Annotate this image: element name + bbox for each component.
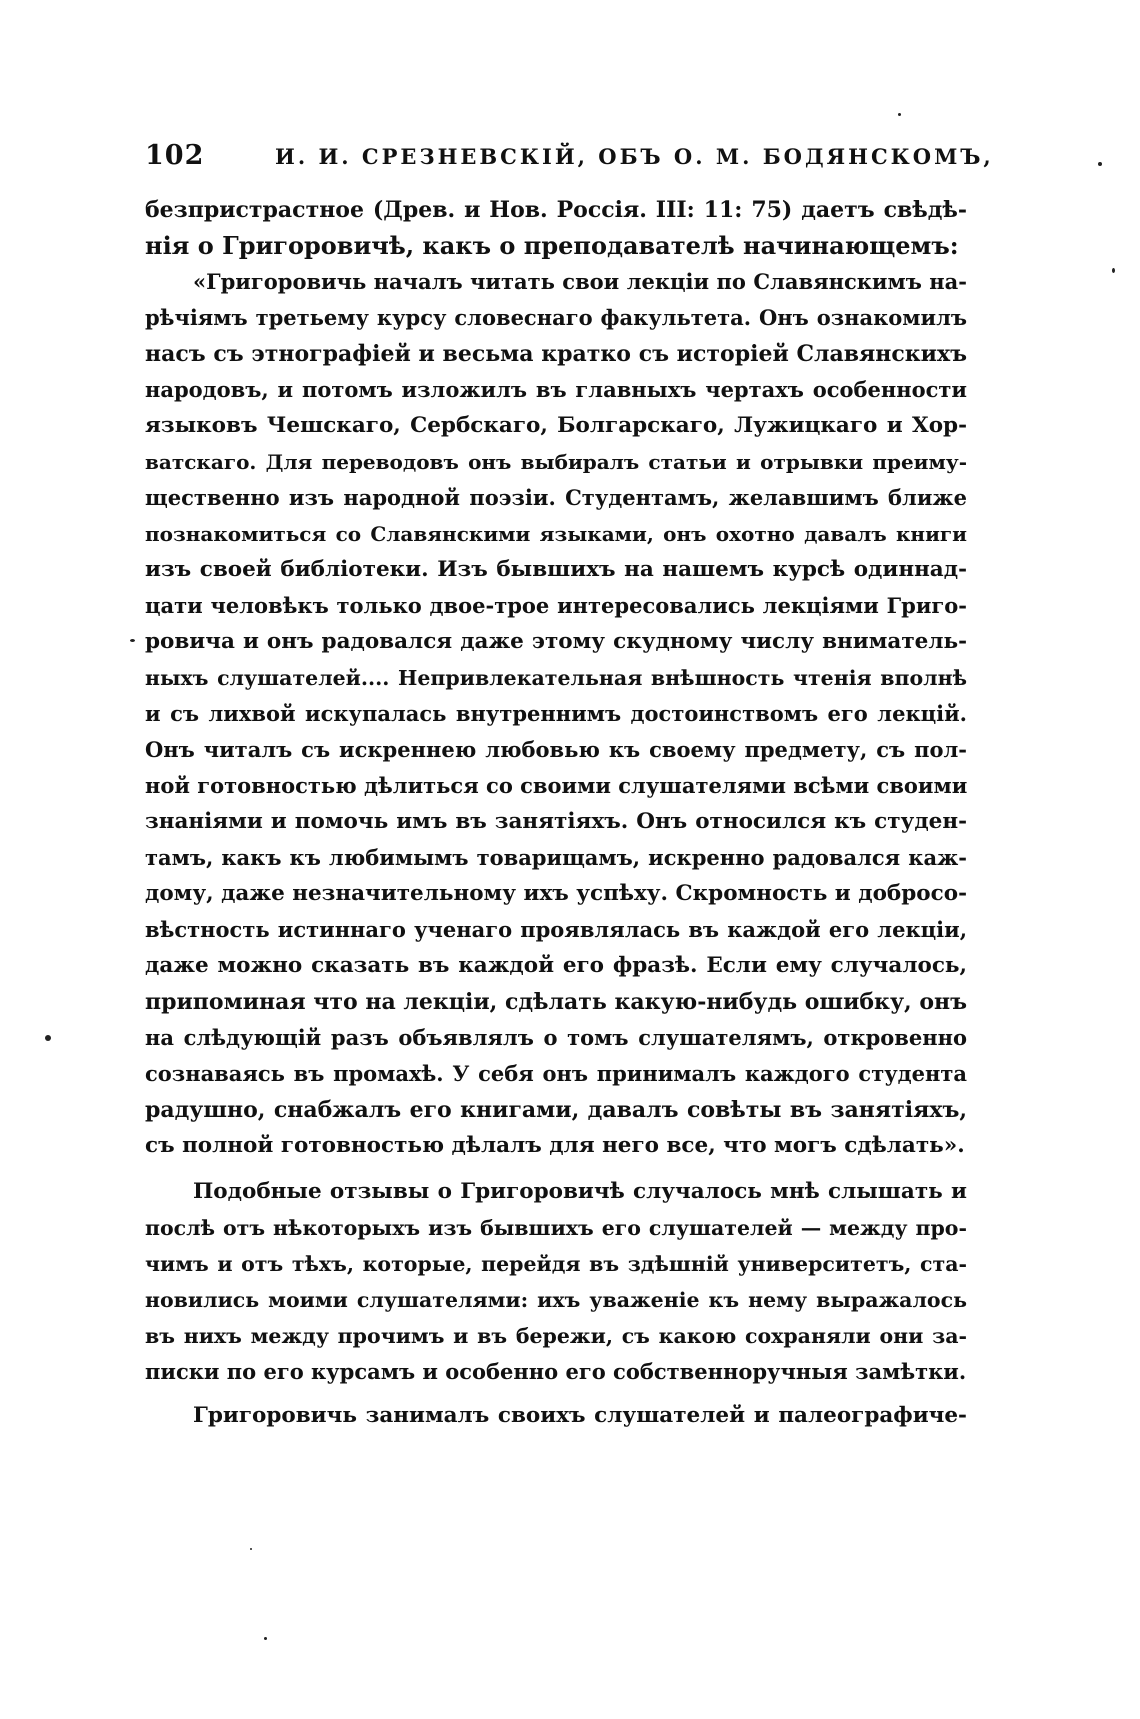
text-line: дому, даже незначительному ихъ успѣху. Скромность и добросо- <box>145 881 967 906</box>
text-line: ной готовностью дѣлиться со своими слушателями всѣми своими <box>145 773 968 798</box>
scan-speck <box>45 1035 51 1041</box>
text-line: ровича и онъ радовался даже этому скудному числу вниматель- <box>145 629 967 654</box>
text-line: знаніями и помочь имъ въ занятіяхъ. Онъ относился къ студен- <box>145 809 967 834</box>
text-line: нія о Григоровичѣ, какъ о преподавателѣ начинающемъ: <box>145 231 959 260</box>
scan-speck <box>1112 268 1115 273</box>
text-line: познакомиться со Славянскими языками, онъ охотно давалъ книги <box>145 522 967 546</box>
page-number: 102 <box>145 140 205 171</box>
text-line: Онъ читалъ съ искреннею любовью къ своему предмету, съ пол- <box>145 737 967 762</box>
scan-speck <box>1098 162 1102 166</box>
page-header <box>145 140 994 180</box>
scan-speck <box>264 1637 267 1640</box>
text-line: припоминая что на лекціи, сдѣлать какую-нибудь ошибку, онъ <box>145 989 968 1015</box>
text-line: и съ лихвой искупалась внутреннимъ достоинствомъ его лекцій. <box>145 701 967 726</box>
text-line: языковъ Чешскаго, Сербскаго, Болгарскаго, Лужицкаго и Хор- <box>145 413 967 438</box>
text-line: Подобные отзывы о Григоровичѣ случалось мнѣ слышать и <box>193 1179 967 1204</box>
text-line: сознаваясь въ промахѣ. У себя онъ принималъ каждого студента <box>145 1061 967 1086</box>
text-line: рѣчіямъ третьему курсу словеснаго факультета. Онъ ознакомилъ <box>145 305 967 330</box>
text-line: чимъ и отъ тѣхъ, которые, перейдя въ здѣшній университетъ, ста- <box>145 1252 967 1276</box>
text-line: цати человѣкъ только двое-трое интересовались лекціями Григо- <box>145 593 967 618</box>
text-line: насъ съ этнографіей и весьма кратко съ исторіей Славянскихъ <box>145 341 967 367</box>
text-line: даже можно сказать въ каждой его фразѣ. Если ему случалось, <box>145 953 967 978</box>
text-line: щественно изъ народной поэзіи. Студентамъ, желавшимъ ближе <box>145 485 967 510</box>
text-line: Григоровичь занималъ своихъ слушателей и палеографиче- <box>193 1403 967 1428</box>
text-line: на слѣдующій разъ объявлялъ о томъ слушателямъ, откровенно <box>145 1025 967 1050</box>
text-line: безпристрастное (Древ. и Нов. Россія. III: 11: 75) даетъ свѣдѣ- <box>145 197 967 223</box>
text-line: народовъ, и потомъ изложилъ въ главныхъ чертахъ особенности <box>145 377 967 402</box>
text-line: писки по его курсамъ и особенно его собственноручныя замѣтки. <box>145 1359 967 1384</box>
scan-speck <box>250 1548 252 1550</box>
scan-speck <box>898 113 901 116</box>
text-line: ныхъ слушателей.... Непривлекательная внѣшность чтенія вполнѣ <box>145 666 967 690</box>
text-line: новились моими слушателями: ихъ уваженіе къ нему выражалось <box>145 1288 967 1312</box>
text-line: вѣстность истиннаго ученаго проявлялась въ каждой его лекціи, <box>145 917 967 942</box>
text-line: изъ своей библіотеки. Изъ бывшихъ на нашемъ курсѣ одиннад- <box>145 557 967 582</box>
running-title: И. И. СРЕЗНЕВСКІЙ, ОБЪ О. М. БОДЯНСКОМЪ, <box>275 144 994 169</box>
text-line: послѣ отъ нѣкоторыхъ изъ бывшихъ его слушателей — между про- <box>145 1216 967 1240</box>
text-line: радушно, снабжалъ его книгами, давалъ совѣты въ занятіяхъ, <box>145 1097 967 1123</box>
text-line: тамъ, какъ къ любимымъ товарищамъ, искренно радовался каж- <box>145 845 967 870</box>
text-line: съ полной готовностью дѣлалъ для него все, что могъ сдѣлать». <box>145 1133 965 1158</box>
text-line: въ нихъ между прочимъ и въ бережи, съ какою сохраняли они за- <box>145 1324 967 1348</box>
scan-speck <box>130 639 135 642</box>
text-line: ватскаго. Для переводовъ онъ выбиралъ статьи и отрывки преиму- <box>145 450 967 474</box>
text-line: «Григоровичь началъ читать свои лекціи по Славянскимъ на- <box>193 269 967 294</box>
